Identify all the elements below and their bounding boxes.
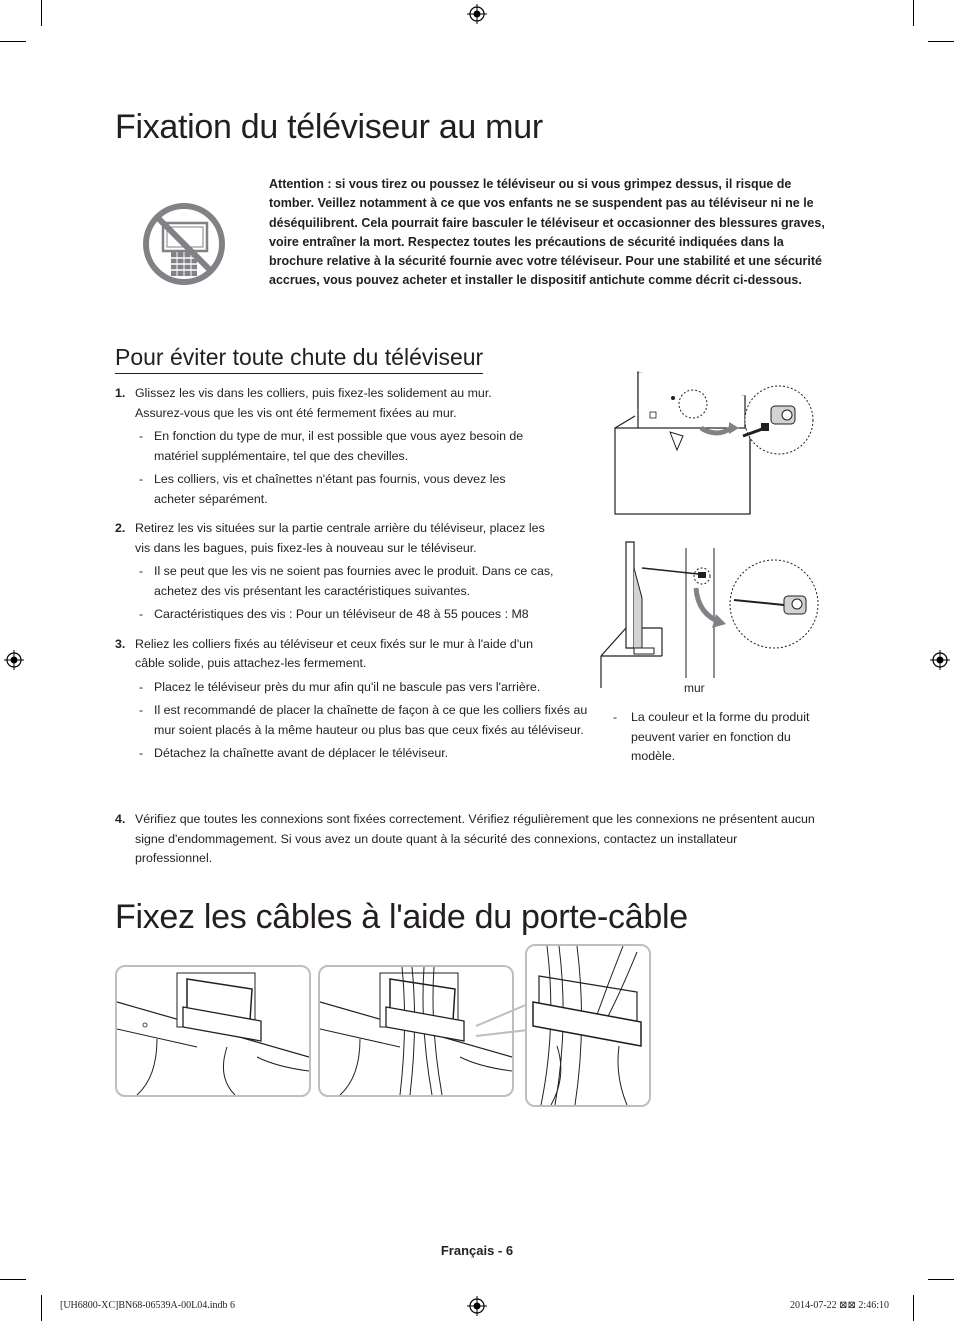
subsection-title: Pour éviter toute chute du téléviseur <box>115 344 483 374</box>
step-2 <box>115 519 554 625</box>
step-number: 1. <box>115 386 126 400</box>
cable-holder-closeup-illustration <box>527 946 649 1105</box>
registration-mark-icon <box>467 4 487 24</box>
sub-item: - Caractéristiques des vis : Pour un téléviseur de 48 à 55 pouces : M8 <box>139 607 529 621</box>
step-text: Glissez les vis dans les colliers, puis fixez-les solidement au mur. Assurez-vous que les vis ont été fermement fixées au mur. <box>135 386 492 420</box>
step-text: Retirez les vis situées sur la partie centrale arrière du téléviseur, placez les vis dans les bagues, puis fixez-les à nouveau sur le téléviseur. <box>135 521 545 555</box>
crop-mark <box>41 1295 42 1321</box>
cable-holder-panel <box>115 965 311 1097</box>
sub-item: - Placez le téléviseur près du mur afin qu'il ne bascule pas vers l'arrière. <box>139 679 541 694</box>
section-title: Fixez les câbles à l'aide du porte-câble <box>115 898 688 936</box>
page-number: Français - 6 <box>440 1243 514 1258</box>
registration-mark-icon <box>4 650 24 670</box>
step-3 <box>115 635 595 764</box>
note-dash: - <box>613 710 618 724</box>
sub-text: Caractéristiques des vis : Pour un téléviseur de 48 à 55 pouces : M8 <box>154 607 529 621</box>
crop-mark <box>928 41 954 42</box>
no-climbing-warning-icon <box>141 201 227 287</box>
file-slug: [UH6800-XC]BN68-06539A-00L04.indb 6 <box>60 1300 235 1311</box>
registration-mark-icon <box>930 650 950 670</box>
step-text: Reliez les colliers fixés au téléviseur et ceux fixés sur le mur à l'aide d'un câble solide, puis attachez-les fermement. <box>135 636 533 670</box>
crop-mark <box>0 1279 26 1280</box>
sub-text: Les colliers, vis et chaînettes n'étant pas fournis, vous devez les acheter séparément. <box>154 472 506 506</box>
step-number: 2. <box>115 521 126 535</box>
note <box>613 708 833 767</box>
crop-mark <box>928 1279 954 1280</box>
note-text: La couleur et la forme du produit peuvent varier en fonction du modèle. <box>631 710 810 763</box>
wall-label: mur <box>684 681 705 695</box>
warning-text: Attention : si vous tirez ou poussez le téléviseur ou si vous grimpez dessus, il risque de tomber. Veillez notamment à ce que vos enfants ne se suspendent pas au téléviseur ni ne le déséquilibrent. Cela pourrait faire basculer le téléviseur et occasionner des blessures graves, voire entraîner la mort. Respectez toutes les précautions de sécurité indiquées dans la brochure relative à la sécurité fournie avec votre téléviseur. Pour une stabilité et une sécurité accrues, vous pouvez acheter et installer le dispositif antichute comme décrit ci-dessous. <box>269 177 825 288</box>
step-number: 3. <box>115 636 126 651</box>
steps-list <box>115 384 605 772</box>
tv-back-bracket-illustration <box>605 366 830 526</box>
sub-item: - Les colliers, vis et chaînettes n'étant pas fournis, vous devez les acheter séparément. <box>139 472 506 506</box>
crop-mark <box>0 41 26 42</box>
sub-item: - Détachez la chaînette avant de déplacer le téléviseur. <box>139 746 449 760</box>
cable-holder-illustration <box>117 967 309 1095</box>
sub-text: Il se peut que les vis ne soient pas fournies avec le produit. Dans ce cas, achetez des vis présentant les caractéristiques suivantes. <box>154 564 554 598</box>
sub-text: En fonction du type de mur, il est possible que vous ayez besoin de matériel supplémentaire, tel que des chevilles. <box>154 429 524 463</box>
cable-holder-zoom-panel <box>525 944 651 1107</box>
tv-wall-chain-illustration <box>598 538 824 698</box>
page-title: Fixation du téléviseur au mur <box>115 108 543 146</box>
step-4 <box>115 810 815 869</box>
step-text: Vérifiez que toutes les connexions sont fixées correctement. Vérifiez régulièrement que les connexions ne présentent aucun signe d'endommagement. Si vous avez un doute quant à la sécurité des connexions, contactez un installateur professionnel. <box>135 812 815 865</box>
sub-text: Détachez la chaînette avant de déplacer le téléviseur. <box>154 746 449 760</box>
step-number: 4. <box>115 812 126 826</box>
crop-mark <box>913 1295 914 1321</box>
sub-item: - Il est recommandé de placer la chaînette de façon à ce que les colliers fixés au mur soient placés à la même hauteur ou plus bas que ceux fixés au téléviseur. <box>139 703 588 737</box>
date-slug: 2014-07-22 ⊠⊠ 2:46:10 <box>790 1300 889 1311</box>
step-1 <box>115 384 525 509</box>
sub-text: Il est recommandé de placer la chaînette de façon à ce que les colliers fixés au mur soient placés à la même hauteur ou plus bas que ceux fixés au téléviseur. <box>154 703 588 737</box>
sub-item: - Il se peut que les vis ne soient pas fournies avec le produit. Dans ce cas, achetez des vis présentant les caractéristiques suivantes. <box>139 564 554 598</box>
crop-mark <box>913 0 914 26</box>
registration-mark-icon <box>467 1296 487 1316</box>
sub-item: - En fonction du type de mur, il est possible que vous ayez besoin de matériel supplémentaire, tel que des chevilles. <box>139 429 524 463</box>
sub-text: Placez le téléviseur près du mur afin qu'il ne bascule pas vers l'arrière. <box>154 679 541 694</box>
crop-mark <box>41 0 42 26</box>
